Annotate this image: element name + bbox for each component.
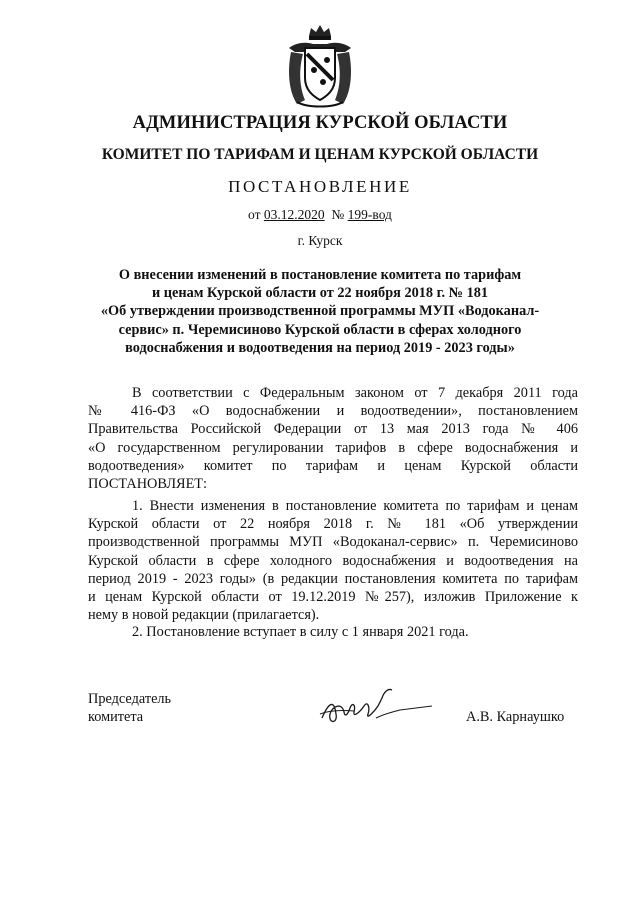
coat-of-arms-icon — [283, 22, 357, 108]
city: г. Курск — [297, 233, 343, 248]
item-1-line: период 2019 - 2023 годы» (в редакции постановления комитета по тарифам — [88, 570, 578, 587]
document-title — [88, 266, 552, 357]
item-1-line: 1. Внести изменения в постановление комитета по тарифам и ценам — [132, 498, 578, 514]
item-2-line: 2. Постановление вступает в силу с 1 января 2021 года. — [132, 624, 469, 640]
title-line: «Об утверждении производственной программы МУП «Водоканал- — [100, 303, 540, 320]
date-number-line — [0, 207, 640, 223]
title-line: водоснабжения и водоотведения на период 2019 - 2023 годы» — [125, 339, 515, 356]
title-line: О внесении изменений в постановление комитета по тарифам — [118, 267, 522, 283]
title-line: и ценам Курской области от 22 ноября 2018 г. № 181 — [151, 285, 489, 302]
item-1-line: производственной программы МУП «Водоканал-сервис» п. Черемисиново — [88, 534, 578, 551]
document-type: ПОСТАНОВЛЕНИЕ — [228, 177, 412, 196]
preamble-line: «О государственном регулировании тарифов в сфере водоснабжения и — [88, 439, 578, 456]
item-1-line: и ценам Курской области от 19.12.2019 №257), изложив Приложение к — [88, 589, 578, 606]
preamble-line: Правительства Российской Федерации от 13 мая 2013 года № 406 — [88, 421, 578, 438]
preamble-line: № 416-ФЗ «О водоснабжении и водоотведении», постановлением — [88, 403, 578, 420]
committee-name: КОМИТЕТ ПО ТАРИФАМ И ЦЕНАМ КУРСКОЙ ОБЛАСТИ — [101, 146, 539, 163]
organization-name: АДМИНИСТРАЦИЯ КУРСКОЙ ОБЛАСТИ — [132, 113, 508, 133]
preamble-line: В соответствии с Федеральным законом от 7 декабря 2011 года — [132, 385, 578, 401]
preamble-paragraph — [88, 384, 578, 493]
preamble-line: водоотведения» комитет по тарифам и ценам Курской области — [88, 457, 578, 474]
item-2-paragraph — [88, 623, 578, 641]
position-line: комитета — [88, 709, 144, 726]
preamble-line: ПОСТАНОВЛЯЕТ: — [88, 476, 208, 493]
document-date: 03.12.2020 — [263, 207, 325, 222]
item-1-line: Курской области в сфере холодного водоснабжения и водоотведения на — [88, 552, 578, 569]
date-prefix: от — [248, 207, 261, 222]
document-number: 199-вод — [347, 207, 392, 222]
handwritten-signature-icon — [318, 684, 436, 730]
item-1-line: нему в новой редакции (прилагается). — [88, 607, 320, 624]
item-1-line: Курской области от 22 ноября 2018 г. № 181 «Об утверждении — [88, 516, 578, 533]
title-line: сервис» п. Черемисиново Курской области в сферах холодного — [118, 321, 522, 338]
signatory-name: А.В. Карнаушко — [466, 709, 565, 725]
item-1-paragraph — [88, 497, 578, 624]
position-line: Председатель — [88, 691, 172, 707]
signatory-position — [88, 690, 171, 726]
number-prefix: № — [331, 207, 345, 222]
